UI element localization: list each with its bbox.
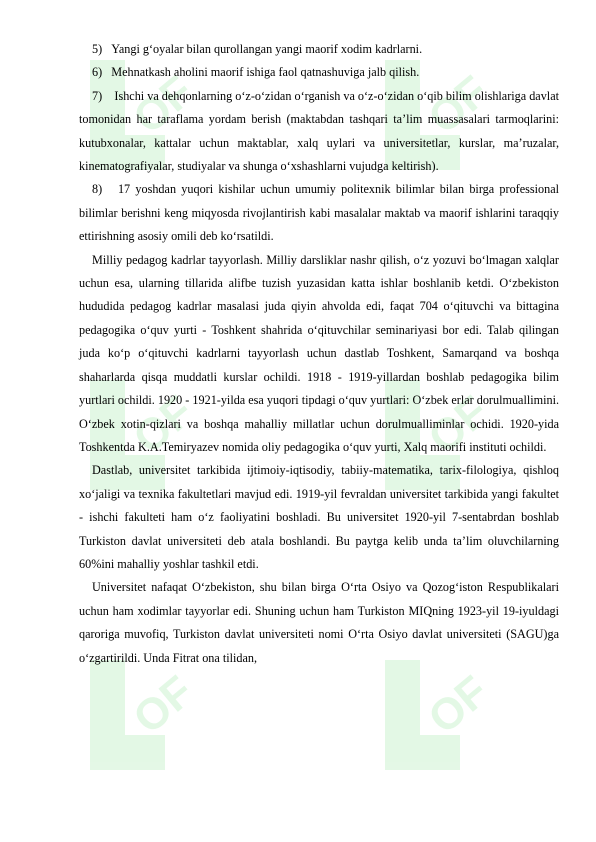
paragraph-universitet-fakultetlari: Dastlab, universitet tarkibida ijtimoiy-iqtisodiy, tabiiy-matematika, tarix-filologiya, qishloq xo‘jaligi va texnika fakultetlari mavjud edi. 1919-yil fevraldan universitet tarkibida yangi fakultet - ishchi fakulteti ham o‘z faoliyatini boshladi. Bu universitet 1920-yil 7-sentabrdan boshlab Turkiston davlat universiteti deb atala boshlandi. Bu paytga kelib unda ta’lim oluvchilarning 60%ini mahalliy yoshlar tashkil etdi. [79,463,559,571]
list-item-5: 5) Yangi g‘oyalar bilan qurollangan yangi maorif xodim kadrlarni. [92,42,423,56]
list-item-7: 7) Ishchi va dehqonlarning o‘z-o‘zidan o‘rganish va o‘z-o‘zidan o‘qib bilim olishlariga davlat tomonidan har taraflama yordam berish (maktabdan tashqari ta’lim muassasalari tarmoqlarini: kutubxonalar, kattalar uchun maktablar, xalq uylari va universitetlar, kurslar, ma’ruzalar, kinematografiyalar, studiyalar va shunga o‘xshashlarni vujudga keltirish). [79,88,559,174]
paragraph-universitet-nomi: Universitet nafaqat O‘zbekiston, shu bilan birga O‘rta Osiyo va Qozog‘iston Respublikalari uchun ham xodimlar tayyorlar edi. Shuning uchun ham Turkiston MIQning 1923-yil 19-iyuldagi qaroriga muvofiq, Turkiston davlat universiteti nomi O‘rta Osiyo davlat universiteti (SAGU)ga o‘zgartirildi. Unda Fitrat ona tilidan, [79,580,559,665]
svg-text:OF: OF [124,666,203,744]
svg-text:OF: OF [124,386,203,464]
list-item-6: 6) Mehnatkash aholini maorif ishiga faol qatnashuviga jalb qilish. [92,65,420,80]
svg-text:OF: OF [419,666,498,744]
svg-text:OF: OF [419,66,498,144]
svg-text:OF: OF [124,66,203,144]
list-item-8: 8) 17 yoshdan yuqori kishilar uchun umumiy politexnik bilimlar bilan birga professional bilimlar berishni keng miqyosda rivojlantirish kabi masalalar maktab va maorif ishlarini taraqqiy ettirishning asosiy omili deb ko‘rsatildi. [79,182,559,244]
svg-text:OF: OF [419,386,498,464]
document-body [79,38,559,670]
paragraph-pedagog-kadrlar: Milliy pedagog kadrlar tayyorlash. Milliy darsliklar nashr qilish, o‘z yozuvi bo‘lmagan xalqlar uchun esa, ularning tillarida alifbe tuzish yuzasidan katta ishlar boshlanib ketdi. O‘zbekiston hududida pedagog kadrlar masalasi juda qiyin ahvolda edi, faqat 704 o‘qituvchi va bittagina pedagogika o‘quv yurti - Toshkent shahrida o‘qituvchilar seminariyasi bor edi. Talab qilingan juda ko‘p o‘qituvchi kadrlarni tayyorlash uchun dastlab Toshkent, Samarqand va boshqa shaharlarda qisqa muddatli kurslar ochildi. 1918 - 1919-yillardan boshlab pedagogika bilim yurtlari ochildi. 1920 - 1921-yilda esa yuqori tipdagi o‘quv yurtlari: O‘zbek erlar dorulmuallimini. O‘zbek xotin-qizlari va boshqa mahalliy millatlar uchun dorulmualliminlar ochidi. 1920-yida Toshkentda K.A.Temiryazev nomida oliy pedagogika o‘quv yurti, Xalq maorifi instituti ochildi. [79,252,559,454]
